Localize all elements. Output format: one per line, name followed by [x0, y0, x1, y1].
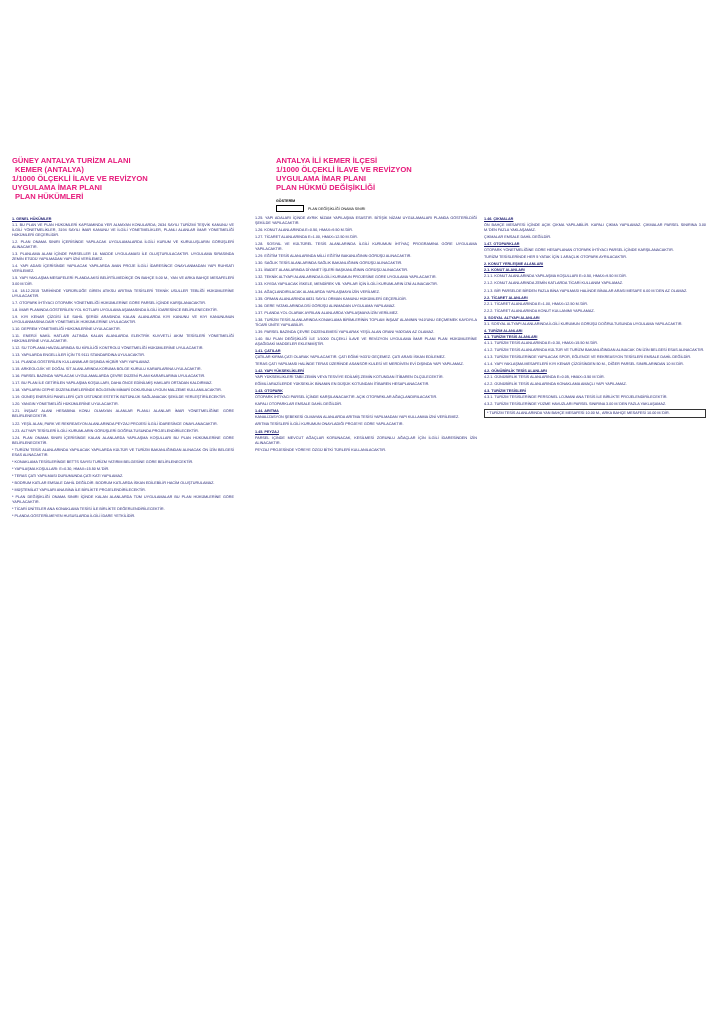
provision-paragraph: * TİCARİ ÜNİTELER ANA KONAKLAMA TESİSİ İLE BİRLİKTE DEĞERLENDİRİLECEKTİR. — [12, 507, 165, 512]
provision-paragraph: * PLANDA GÖSTERİLMEYEN HUSUSLARDA İLGİLİ İDARE YETKİLİDİR. — [12, 514, 136, 519]
title-line: GÜNEY ANTALYA TURİZM ALANI — [12, 156, 131, 165]
provision-paragraph: * TURİZM TESİS ALANLARINDA YAN BAHÇE MESAFESİ 10.00 M., ARKA BAHÇE MESAFESİ 10.00 M.'DİR. — [484, 409, 706, 418]
provision-paragraph: 4.2.2. GÜNÜBİRLİK TESİS ALANLARINDA KONAKLAMA AMAÇLI YAPI YAPILAMAZ. — [484, 382, 627, 387]
section-heading: 1.46. ÇIKMALAR — [484, 217, 514, 221]
provision-paragraph: PEYZAJ PROJESİNDE YÖREYE ÖZGÜ BİTKİ TÜRLERİ KULLANILACAKTIR. — [255, 447, 387, 452]
provision-paragraph: 1.1. BU PLAN VE PLAN HÜKÜMLERİ KAPSAMINDA YER ALMAYAN KONULARDA; 2634 SAYILI TURİZMİ TEŞVİK KANUNU VE İLGİLİ YÖNETMELİKLER, 3194 SAYILI İMAR KANUNU VE İLGİLİ YÖNETMELİKLER, PLANLI ALANLAR İMAR YÖNETMELİĞİ HÜKÜMLERİ GEÇERLİDİR. — [12, 223, 234, 238]
provision-paragraph: 1.7. OTOPARK İHTİYACI OTOPARK YÖNETMELİĞİ HÜKÜMLERİNE GÖRE PARSEL İÇİNDE KARŞILANACAKTIR. — [12, 300, 207, 305]
legend-item-label: PLAN DEĞİŞİKLİĞİ ONAMA SINIRI — [308, 206, 366, 211]
provision-paragraph: 1.40. BU PLAN DEĞİŞİKLİĞİ İLE 1/1000 ÖLÇEKLİ İLAVE VE REVİZYON UYGULAMA İMAR PLANI PLAN HÜKÜMLERİNE AŞAĞIDAKİ MADDELER EKLENMİŞTİR. — [255, 336, 477, 346]
provision-paragraph: * PLAN DEĞİŞİKLİĞİ ONAMA SINIRI İÇİNDE KALAN ALANLARDA TÜM UYGULAMALAR BU PLAN HÜKÜMLERİNE GÖRE YAPILACAKTIR. — [12, 495, 234, 505]
section-heading: 1.41. ÇATILAR — [255, 348, 281, 353]
provision-paragraph: KAPALI OTOPARKLAR EMSALE DAHİL DEĞİLDİR. — [255, 402, 343, 407]
provisions-column-3 — [484, 216, 706, 420]
provision-paragraph: TERAS ÇATI YAPILMASI HALİNDE TERAS ÜZERİNDE ASANSÖR KULESİ VE MERDİVEN EVİ DIŞINDA YAPI YAPILAMAZ. — [255, 362, 464, 367]
provision-paragraph: 4.3.1. TURİZM TESİSLERİNDE PERSONEL LOJMANI ANA TESİS İLE BİRLİKTE PROJELENDİRİLECEKTİR. — [484, 395, 668, 400]
provision-paragraph: 1.36. DERE YATAKLARINDA DSİ GÖRÜŞÜ ALINMADAN UYGULAMA YAPILAMAZ. — [255, 303, 396, 308]
title-line: PLAN HÜKMÜ DEĞİŞİKLİĞİ — [276, 183, 376, 192]
provision-paragraph: 1.18. YAPILARIN CEPHE DÜZENLEMELERİNDE BÖLGENİN MİMARİ DOKUSUNA UYGUN MALZEME KULLANILACAKTIR. — [12, 388, 222, 393]
provision-paragraph: 1.25. YAPI ADALARI İÇİNDE AYRIK NİZAM YAPILAŞMA ESASTIR. BİTİŞİK NİZAM UYGULAMALARI PLANDA GÖSTERİLDİĞİ ŞEKİLDE YAPILACAKTIR. — [255, 216, 477, 226]
title-line: UYGULAMA İMAR PLANI — [12, 183, 102, 192]
section-heading: 2.2. TİCARET ALANLARI — [484, 295, 528, 300]
provision-paragraph: 1.19. GÜNEŞ ENERJİSİ PANELLERİ ÇATI ÜSTÜNDE ESTETİK BÜTÜNLÜK SAĞLANACAK ŞEKİLDE YERLEŞTİRİLECEKTİR. — [12, 395, 227, 400]
provisions-column-2 — [255, 216, 477, 455]
section-heading: 4. TURİZM ALANLARI — [484, 328, 523, 333]
provision-paragraph: * TERAS ÇATI YAPILMASI DURUMUNDA ÇATI KATI YAPILAMAZ. — [12, 473, 124, 478]
section-heading: 1.42. YAPI YÜKSEKLİKLERİ — [255, 369, 304, 374]
provision-paragraph: 1.11. ENERJİ NAKİL HATLARI ALTINDA KALAN ALANLARDA ELEKTRİK KUVVETLİ AKIM TESİSLERİ YÖNETMELİĞİ HÜKÜMLERİNE UYULACAKTIR. — [12, 333, 234, 343]
provision-paragraph: 4.1.1. TURİZM TESİS ALANLARINDA E=0.30, HMAX=15.50 M.'DİR. — [484, 340, 598, 345]
provision-paragraph: 1.9. KIYI KENAR ÇİZGİSİ İLE SAHİL ŞERİDİ ARASINDA KALAN ALANLARDA KIYI KANUNU VE KIYI KANUNUNUN UYGULANMASINA DAİR YÖNETMELİK HÜKÜMLERİNE UYULACAKTIR. — [12, 314, 234, 324]
provision-paragraph: ÖN BAHÇE MESAFESİ İÇİNDE AÇIK ÇIKMA YAPILABİLİR. KAPALI ÇIKMA YAPILAMAZ. ÇIKMALAR PARSEL SINIRINA 3.00 M.'DEN FAZLA YAKLAŞAMAZ. — [484, 223, 706, 233]
provision-paragraph: 1.4. YAPI ADASI İÇERİSİNDE YAPILACAK YAPILARDA AVAN PROJE İLGİLİ İDARESİNCE ONAYLANMADAN YAPI RUHSATI VERİLEMEZ. — [12, 264, 234, 274]
provision-paragraph: 1.22. YEŞİL ALAN, PARK VE REKREASYON ALANLARINDA PEYZAJ PROJESİ İLGİLİ İDARESİNCE ONAYLANACAKTIR. — [12, 421, 218, 426]
provision-paragraph: 2.1.1. KONUT ALANLARINDA YAPILAŞMA KOŞULLARI E=0.50, HMAX=9.50 M.'DİR. — [484, 274, 627, 279]
provision-paragraph: PARSEL İÇİNDE MEVCUT AĞAÇLAR KORUNACAK, KESİLMESİ ZORUNLU AĞAÇLAR İÇİN İLGİLİ İDARESİNDEN İZİN ALINACAKTIR. — [255, 435, 477, 445]
provision-paragraph: * BODRUM KATLAR EMSALE DAHİL DEĞİLDİR. BODRUM KATLARDA İSKAN EDİLEBİLİR HACİM OLUŞTURULAMAZ. — [12, 480, 215, 485]
provision-paragraph: EĞİMLİ ARAZİLERDE YÜKSEKLİK BİNANIN EN DÜŞÜK KOTUNDAN İTİBAREN HESAPLANACAKTIR. — [255, 382, 430, 387]
title-line: PLAN HÜKÜMLERİ — [15, 192, 84, 201]
provision-paragraph: 4.1.3. TURİZM TESİSLERİNDE YAPILACAK SPOR, EĞLENCE VE REKREASYON TESİSLERİ EMSALE DAHİL DEĞİLDİR. — [484, 354, 692, 359]
provision-paragraph: 2.1.2. KONUT ALANLARINDA ZEMİN KATLARDA TİCARİ KULLANIM YAPILAMAZ. — [484, 281, 624, 286]
provision-paragraph: 1.37. PLANDA YOL OLARAK AYRILAN ALANLARDA YAPILAŞMAYA İZİN VERİLMEZ. — [255, 310, 399, 315]
provision-paragraph: 1.39. PARSEL BAZINDA ÇEVRE DÜZENLEMESİ YAPILARAK YEŞİL ALAN ORANI %30'DAN AZ OLAMAZ. — [255, 329, 435, 334]
provision-paragraph: 1.13. YAPILARDA ENGELLİLER İÇİN TS 9111 STANDARDINA UYULACAKTIR. — [12, 353, 145, 358]
section-heading: 1.45. PEYZAJ — [255, 429, 279, 434]
title-line: UYGULAMA İMAR PLANI — [276, 174, 366, 183]
provision-paragraph: OTOPARK İHTİYACI PARSEL İÇİNDE KARŞILANACAKTIR. AÇIK OTOPARKLAR AĞAÇLANDIRILACAKTIR. — [255, 395, 438, 400]
provision-paragraph: 1.24. PLAN ONAMA SINIRI İÇERİSİNDE KALAN ALANLARDA YAPILAŞMA KOŞULLARI BU PLAN HÜKÜMLERİNE GÖRE BELİRLENECEKTİR. — [12, 435, 234, 445]
provision-paragraph: 1.35. ORMAN ALANLARINDA 6831 SAYILI ORMAN KANUNU HÜKÜMLERİ GEÇERLİDİR. — [255, 296, 407, 301]
provisions-column-1 — [12, 216, 234, 521]
provision-paragraph: 1.23. ALTYAPI TESİSLERİ İLGİLİ KURUMLARIN GÖRÜŞLERİ DOĞRULTUSUNDA PROJELENDİRİLECEKTİR. — [12, 428, 199, 433]
provision-paragraph: 1.10. DEPREM YÖNETMELİĞİ HÜKÜMLERİNE UYULACAKTIR. — [12, 326, 121, 331]
section-heading: 1.43. OTOPARK — [255, 389, 283, 394]
provision-paragraph: 1.15. ARKEOLOJİK VE DOĞAL SİT ALANLARINDA KORUMA BÖLGE KURULU KARARLARINA UYULACAKTIR. — [12, 367, 202, 372]
provision-paragraph: * KONAKLAMA TESİSLERİNDE BETTS SAYISI TURİZM YATIRIM BELGESİNE GÖRE BELİRLENECEKTİR. — [12, 459, 194, 464]
provision-paragraph: 1.27. TİCARET ALANLARINDA E=1.00, HMAX=12.50 M.'DİR. — [255, 235, 358, 240]
title-line: 1/1000 ÖLÇEKLİ İLAVE VE REVİZYON — [276, 165, 412, 174]
section-heading: 4.3. TURİZM TESİSLERİ — [484, 389, 526, 394]
legend-row — [276, 205, 365, 212]
provision-paragraph: 3.1. SOSYAL ALTYAPI ALANLARINDA İLGİLİ KURUMUN GÖRÜŞÜ DOĞRULTUSUNDA UYGULAMA YAPILACAKTIR. — [484, 321, 683, 326]
plan-title-middle — [276, 156, 486, 192]
provision-paragraph: TURİZM TESİSLERİNDE HER 5 YATAK İÇİN 1 ARAÇLIK OTOPARK AYRILACAKTIR. — [484, 255, 628, 260]
legend — [276, 199, 365, 212]
provision-paragraph: 2.1.3. BİR PARSELDE BİRDEN FAZLA BİNA YAPILMASI HALİNDE BİNALAR ARASI MESAFE 6.00 M.'DEN AZ OLAMAZ. — [484, 288, 688, 293]
provision-paragraph: 1.29. EĞİTİM TESİS ALANLARINDA MİLLİ EĞİTİM BAKANLIĞININ GÖRÜŞÜ ALINACAKTIR. — [255, 254, 412, 259]
provision-paragraph: 2.2.1. TİCARET ALANLARINDA E=1.00, HMAX=12.50 M.'DİR. — [484, 301, 588, 306]
provision-paragraph: 4.1.4. YAPI YAKLAŞMA MESAFELERİ KIYI KENAR ÇİZGİSİNDEN 50 M., DİĞER PARSEL SINIRLARINDAN 10 M.'DİR. — [484, 362, 684, 367]
provision-paragraph: 1.33. KIYIDA YAPILACAK İSKELE, MENDİREK VB. YAPILAR İÇİN İLGİLİ KURUMLARIN İZNİ ALINACAKTIR. — [255, 282, 438, 287]
provision-paragraph: ARITMA TESİSLERİ İLGİLİ KURUMUN ONAYLADIĞI PROJEYE GÖRE YAPILACAKTIR. — [255, 422, 404, 427]
provision-paragraph: 1.16. PARSEL BAZINDA YAPILACAK UYGULAMALARDA ÇEVRE DÜZENİ PLANI KARARLARINA UYULACAKTIR. — [12, 374, 206, 379]
provision-paragraph: 1.12. SU TOPLAMA HAVZALARINDA SU KİRLİLİĞİ KONTROLÜ YÖNETMELİĞİ HÜKÜMLERİNE UYULACAKTIR. — [12, 345, 204, 350]
section-heading: 2.1. KONUT ALANLARI — [484, 268, 525, 273]
provision-paragraph: 1.3. PLANLAMA ALANI İÇİNDE PARSELLER 18. MADDE UYGULAMASI İLE OLUŞTURULACAKTIR. UYGULAMA SIRASINDA ZEMİN ETÜDÜ YAPILMADAN YAPI İZNİ VERİLEMEZ. — [12, 252, 234, 262]
section-heading: 1.47. OTOPARKLAR — [484, 242, 520, 247]
provision-paragraph: 1.14. PLANDA GÖSTERİLEN KULLANIMLAR DIŞINDA HİÇBİR YAPI YAPILAMAZ. — [12, 360, 151, 365]
section-heading: 2. KONUT YERLEŞME ALANLARI — [484, 262, 544, 267]
provision-paragraph: YAPI YÜKSEKLİKLERİ TABİİ ZEMİN VEYA TESVİYE EDİLMİŞ ZEMİN KOTUNDAN İTİBAREN ÖLÇÜLECEKTİR. — [255, 375, 444, 380]
title-line: KEMER (ANTALYA) — [15, 165, 84, 174]
section-heading: 4.2. GÜNÜBİRLİK TESİS ALANLARI — [484, 369, 547, 374]
provision-paragraph: 1.26. KONUT ALANLARINDA E=0.50, HMAX=9.50 M.'DİR. — [255, 228, 353, 233]
plan-title-left — [12, 156, 212, 201]
provision-paragraph: * MÜŞTEMİLAT YAPILARI ANA BİNA İLE BİRLİKTE PROJELENDİRİLECEKTİR. — [12, 487, 146, 492]
provision-paragraph: 1.21. İNŞAAT ALANI HESABINA KONU OLMAYAN ALANLAR PLANLI ALANLAR İMAR YÖNETMELİĞİNE GÖRE BELİRLENECEKTİR. — [12, 409, 234, 419]
provision-paragraph: 1.31. İBADET ALANLARINDA DİYANET İŞLERİ BAŞKANLIĞININ GÖRÜŞÜ ALINACAKTIR. — [255, 268, 409, 273]
provision-paragraph: 1.20. YANGIN YÖNETMELİĞİ HÜKÜMLERİNE UYULACAKTIR. — [12, 402, 119, 407]
provision-paragraph: 1.28. SOSYAL VE KÜLTÜREL TESİS ALANLARINDA İLGİLİ KURUMUN İHTİYAÇ PROGRAMINA GÖRE UYGULAMA YAPILACAKTIR. — [255, 242, 477, 252]
provision-paragraph: 1.38. TURİZM TESİS ALANLARINDA KONAKLAMA BİRİMLERİNİN TOPLAM İNŞAAT ALANININ %10'UNU GEÇMEMEK KAYDIYLA TİCARİ ÜNİTE YAPILABİLİR. — [255, 317, 477, 327]
legend-title: GÖSTERİM — [276, 199, 296, 203]
title-line: ANTALYA İLİ KEMER İLÇESİ — [276, 156, 378, 165]
section-heading: 4.1. TURİZM TESİS ALANLARI — [484, 334, 538, 339]
provision-paragraph: OTOPARK YÖNETMELİĞİNE GÖRE HESAPLANAN OTOPARK İHTİYACI PARSEL İÇİNDE KARŞILANACAKTIR. — [484, 248, 674, 253]
provision-paragraph: 4.3.2. TURİZM TESİSLERİNDE YÜZME HAVUZLARI PARSEL SINIRINA 3.00 M.'DEN FAZLA YAKLAŞAMAZ. — [484, 402, 667, 407]
provision-paragraph: 1.34. AĞAÇLANDIRILACAK ALANLARDA YAPILAŞMAYA İZİN VERİLMEZ. — [255, 289, 380, 294]
legend-swatch — [276, 205, 304, 212]
provision-paragraph: 4.1.2. TURİZM TESİS ALANLARINDA KÜLTÜR VE TURİZM BAKANLIĞINDAN ALINACAK ÖN İZİN BELGESİ ESAS ALINACAKTIR. — [484, 347, 705, 352]
section-heading: 1.44. ARITMA — [255, 409, 279, 414]
provision-paragraph: * TURİZM TESİS ALANLARINDA YAPILACAK YAPILARDA KÜLTÜR VE TURİZM BAKANLIĞINDAN ALINACAK ÖN İZİN BELGESİ ESAS ALINACAKTIR. — [12, 447, 234, 457]
provision-paragraph: 2.2.2. TİCARET ALANLARINDA KONUT KULLANIMI YAPILAMAZ. — [484, 308, 595, 313]
provision-paragraph: 1.6. 18.12.2015 TARİHİNDE YÜRÜRLÜĞE GİREN ATIKSU ARITMA TESİSLERİ TEKNİK USULLER TEBLİĞİ HÜKÜMLERİNE UYULACAKTIR. — [12, 288, 234, 298]
provision-paragraph: KANALİZASYON ŞEBEKESİ OLMAYAN ALANLARDA ARITMA TESİSİ YAPILMADAN YAPI KULLANMA İZNİ VERİLEMEZ. — [255, 415, 460, 420]
provision-paragraph: 1.5. YAPI YAKLAŞMA MESAFELERİ PLANDA AKSİ BELİRTİLMEDİKÇE ÖN BAHÇE 5.00 M., YAN VE ARKA BAHÇE MESAFELERİ 3.00 M.'DİR. — [12, 276, 234, 286]
section-heading: 1. GENEL HÜKÜMLER — [12, 217, 52, 221]
provision-paragraph: 1.8. İMAR PLANINDA GÖSTERİLEN YOL KOTLARI UYGULAMA AŞAMASINDA İLGİLİ İDARESİNCE BELİRLENECEKTİR. — [12, 307, 218, 312]
section-heading: 3. SOSYAL ALTYAPI ALANLARI — [484, 315, 540, 320]
provision-paragraph: 1.17. BU PLAN İLE GETİRİLEN YAPILAŞMA KOŞULLARI, DAHA ÖNCE EDİNİLMİŞ HAKLARI ORTADAN KALDIRMAZ. — [12, 381, 213, 386]
provision-paragraph: 4.2.1. GÜNÜBİRLİK TESİS ALANLARINDA E=0.05, HMAX=3.50 M.'DİR. — [484, 375, 605, 380]
provision-paragraph: 1.32. TEKNİK ALTYAPI ALANLARINDA İLGİLİ KURUMUN PROJESİNE GÖRE UYGULAMA YAPILACAKTIR. — [255, 275, 437, 280]
provision-paragraph: 1.30. SAĞLIK TESİS ALANLARINDA SAĞLIK BAKANLIĞININ GÖRÜŞÜ ALINACAKTIR. — [255, 261, 403, 266]
title-line: 1/1000 ÖLÇEKLİ İLAVE VE REVİZYON — [12, 174, 148, 183]
provision-paragraph: 1.2. PLAN ONAMA SINIRI İÇERİSİNDE YAPILACAK UYGULAMALARDA İLGİLİ KURUM VE KURULUŞLARIN GÖRÜŞLERİ ALINACAKTIR. — [12, 240, 234, 250]
provision-paragraph: * YAPILAŞMA KOŞULLARI: E=0.30, HMAX=15.50 M.'DİR. — [12, 466, 110, 471]
provision-paragraph: ÇIKMALAR EMSALE DAHİL DEĞİLDİR. — [484, 235, 552, 240]
provision-paragraph: ÇATILAR KIRMA ÇATI OLARAK YAPILACAKTIR. ÇATI EĞİMİ %33'Ü GEÇEMEZ. ÇATI ARASI İSKAN EDİLEMEZ. — [255, 354, 446, 359]
